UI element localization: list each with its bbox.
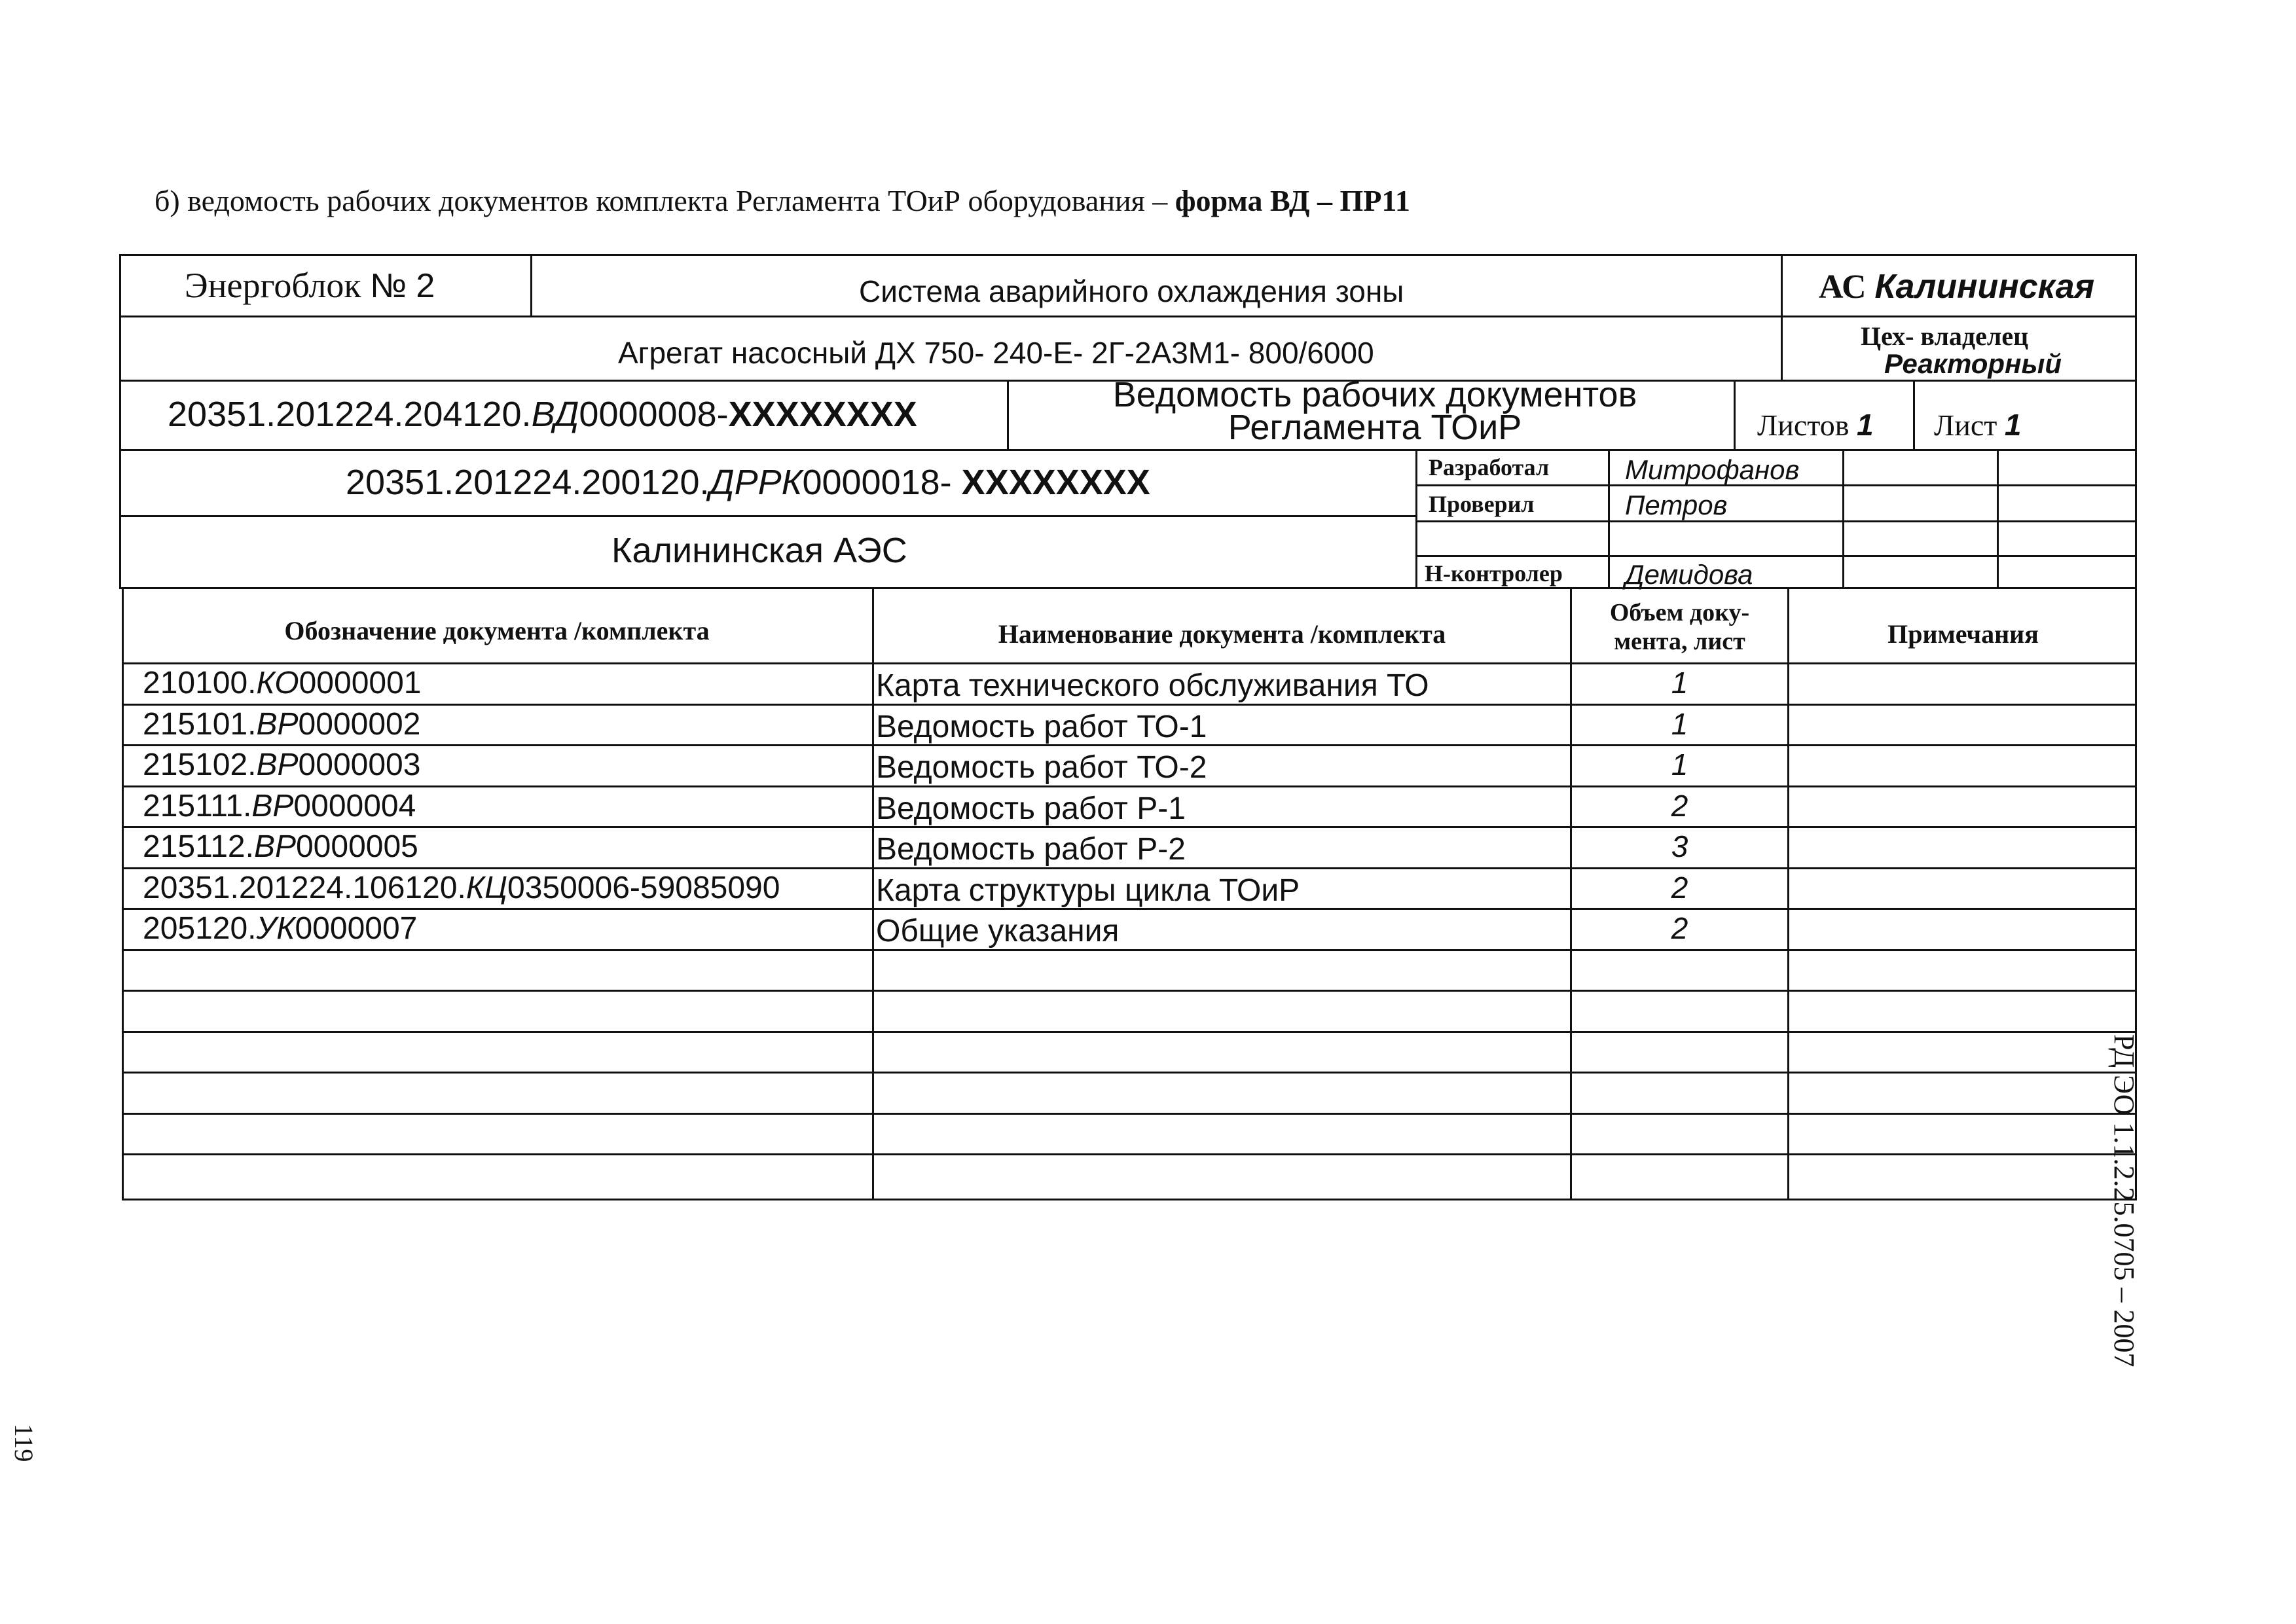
unit-number: № 2 (370, 267, 435, 305)
organization-name: Калининская АЭС (611, 531, 907, 570)
document-code: 20351.201224.204120.ВД0000008-XXXXXXXX (168, 395, 917, 434)
equipment-name: Агрегат насосный ДХ 750- 240-Е- 2Г-2А3М1- 800/6000 (618, 336, 1374, 370)
document-name-cell: Ведомость работ ТО-1 (876, 710, 1207, 744)
signature-name: Петров (1625, 490, 1728, 520)
column-header-volume: Объем доку- мента, лист (1609, 599, 1750, 655)
sheet-number: Лист 1 (1934, 408, 2022, 442)
document-name-cell: Ведомость работ ТО-2 (876, 750, 1207, 785)
document-code-cell: 210100.КО0000001 (143, 666, 422, 700)
document-volume-cell: 2 (1671, 911, 1688, 945)
sheets-count: Листов 1 (1757, 408, 1874, 442)
signature-role: Разработал (1429, 454, 1550, 480)
signature-role: Проверил (1429, 491, 1535, 517)
document-name-cell: Ведомость работ Р-1 (876, 791, 1186, 826)
document-name-cell: Общие указания (876, 914, 1120, 948)
document-code-cell: 215101.ВР0000002 (143, 707, 421, 742)
document-standard-code: РД ЭО 1.1.2.25.0705 – 2007 (2108, 1034, 2140, 1367)
document-code-cell: 215111.ВР0000004 (143, 789, 416, 823)
unit-label: Энергоблок № 2 (185, 266, 435, 305)
caption-text: б) ведомость рабочих документов комплекта Регламента ТОиР оборудования – (155, 184, 1168, 217)
document-code-cell: 215102.ВР0000003 (143, 748, 421, 782)
document-name-cell: Карта структуры цикла ТОиР (876, 873, 1300, 908)
column-header-notes: Примечания (1887, 619, 2039, 649)
plant-name: АС Калининская (1819, 268, 2095, 306)
document-volume-cell: 3 (1671, 829, 1688, 863)
document-name-cell: Ведомость работ Р-2 (876, 832, 1186, 867)
document-code-cell: 205120.УК0000007 (143, 911, 418, 946)
owner-value: Реакторный (1884, 348, 2062, 379)
column-header-code: Обозначение документа /комплекта (284, 616, 710, 645)
owner-label: Цех- владелец (1861, 321, 2029, 351)
document-volume-cell: 1 (1671, 748, 1688, 782)
system-name: Система аварийного охлаждения зоны (859, 274, 1404, 308)
document-volume-cell: 2 (1671, 871, 1688, 905)
document-title-line1: Ведомость рабочих документов (1112, 375, 1637, 414)
document-volume-cell: 1 (1671, 666, 1688, 700)
column-header-name: Наименование документа /комплекта (998, 619, 1446, 649)
document-code-cell: 20351.201224.106120.КЦ0350006-59085090 (143, 871, 780, 905)
document-volume-cell: 2 (1671, 789, 1688, 823)
form-label: форма ВД – ПР11 (1175, 184, 1410, 217)
signature-name: Демидова (1625, 559, 1753, 590)
form-caption (155, 183, 1410, 218)
set-code: 20351.201224.200120.ДРРК0000018- XXXXXXXX (346, 463, 1150, 502)
document-name-cell: Карта технического обслуживания ТО (876, 668, 1429, 703)
signature-name: Митрофанов (1625, 454, 1800, 485)
signature-role: Н-контролер (1425, 560, 1563, 586)
document-title-line2: Регламента ТОиР (1228, 408, 1522, 447)
document-code-cell: 215112.ВР0000005 (143, 829, 418, 864)
document-title (1021, 375, 1728, 447)
document-volume-cell: 1 (1671, 707, 1688, 741)
page-number: 119 (9, 1424, 39, 1462)
